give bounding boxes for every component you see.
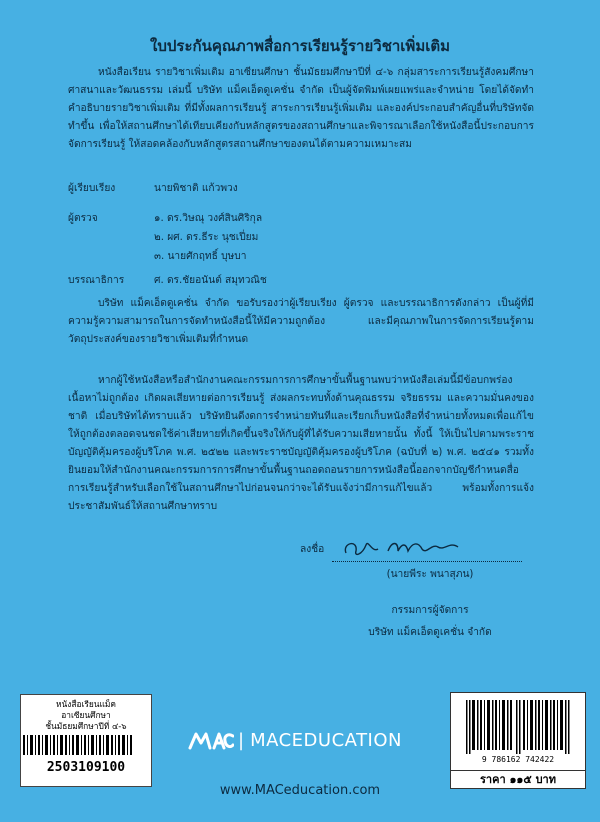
isbn-box — [450, 692, 586, 789]
brand-name: MACEDUCATION — [250, 730, 403, 751]
reviewer-label: ผู้ตรวจ — [68, 213, 98, 224]
product-code: 2503109100 — [46, 760, 126, 775]
isbn-barcode-icon — [460, 700, 576, 754]
reviewer-list — [154, 210, 262, 267]
certification-paragraph: บริษัท แม็คเอ็ดดูเคชั่น จำกัด ขอรับรองว่าผู้เรียบเรียง ผู้ตรวจ และบรรณาธิการดังกล่าว เป็นผู้ที่มีความรู้ความสามารถในการจัดทำหนังสือนี้ให้มีความถูกต้อง และมีคุณภาพในการจัดการเรียนรู้ตามวัตถุประสงค์ของรายวิชาเพิ่มเติมที่กำหนด — [68, 298, 534, 345]
price-tag: ราคา ๑๑๕ บาท — [451, 770, 585, 788]
signer-name: (นายพีระ พนาสุภน) — [386, 569, 474, 580]
reviewer-2: ๒. ผศ. ดร.ธีระ นุชเปี่ยม — [154, 232, 259, 243]
reviewer-row — [68, 210, 262, 267]
author-row — [68, 180, 238, 196]
reviewer-3: ๓. นายศักฤทธิ์ บุษบา — [154, 251, 247, 262]
liability-paragraph: หากผู้ใช้หนังสือหรือสำนักงานคณะกรรมการการศึกษาขั้นพื้นฐานพบว่าหนังสือเล่มนี้มีข้อบกพร่อง เนื้อหาไม่ถูกต้อง เกิดผลเสียหายต่อการเรียนรู้ ส่งผลกระทบทั้งด้านคุณธรรม จริยธรรม และความมั่นคงของชาติ เมื่อบริษัทได้ทราบแล้ว บริษัทยินดีงดการจำหน่ายทันทีและเรียกเก็บหนังสือที่จำหน่ายทั้งหมดเพื่อแก้ไขให้ถูกต้องตลอดจนชดใช้ค่าเสียหายที่เกิดขึ้นจริงให้กับผู้ที่ได้รับความเสียหายนั้น ทั้งนี้ ให้เป็นไปตามพระราชบัญญัติคุ้มครองผู้บริโภค พ.ศ. ๒๕๒๒ และพระราชบัญญัติคุ้มครองผู้บริโภค (ฉบับที่ ๒) พ.ศ. ๒๕๔๑ รวมทั้งยินยอมให้สำนักงานคณะกรรมการการศึกษาขั้นพื้นฐานถอดถอนรายการหนังสือนี้ออกจากบัญชีกำหนดสื่อการเรียนรู้สำหรับเลือกใช้ในสถานศึกษาไปก่อนจนกว่าจะได้รับแจ้งว่ามีการแก้ไขแล้ว พร้อมทั้งการแจ้งประชาสัมพันธ์ให้สถานศึกษาทราบ — [68, 375, 534, 512]
author-label: ผู้เรียบเรียง — [68, 183, 116, 194]
brand-url: www.MACeducation.com — [219, 783, 381, 798]
signer-position: กรรมการผู้จัดการ — [391, 605, 469, 616]
sign-label: ลงชื่อ — [300, 543, 325, 555]
author-name: นายพิชาติ แก้วพวง — [154, 183, 238, 194]
signer-company: บริษัท แม็คเอ็ดดูเคชั่น จำกัด — [368, 627, 492, 638]
brand-logo — [188, 730, 402, 751]
page-title: ใบประกันคุณภาพสื่อการเรียนรู้รายวิชาเพิ่มเติม — [150, 37, 450, 55]
signature-block — [300, 535, 560, 640]
label-line-2: อาเซียนศึกษา — [61, 710, 111, 720]
editor-name: ศ. ดร.ชัยอนันต์ สมุทวณิช — [154, 275, 267, 286]
product-barcode-icon — [21, 735, 135, 755]
label-line-1: หนังสือเรียนแม็ค — [56, 699, 116, 709]
mac-logo-icon — [188, 732, 234, 750]
label-line-3: ชั้นมัธยมศึกษาปีที่ ๔-๖ — [45, 721, 127, 731]
signature-scribble-icon — [332, 535, 522, 561]
intro-paragraph: หนังสือเรียน รายวิชาเพิ่มเติม อาเซียนศึกษา ชั้นมัธยมศึกษาปีที่ ๔-๖ กลุ่มสาระการเรียนรู้สังคมศึกษา ศาสนาและวัฒนธรรม เล่มนี้ บริษัท แม็คเอ็ดดูเคชั่น จำกัด เป็นผู้จัดพิมพ์เผยแพร่และจำหน่าย โดยได้จัดทำคำอธิบายรายวิชาเพิ่มเติม ที่มีทั้งผลการเรียนรู้ สาระการเรียนรู้เพิ่มเติม และองค์ประกอบสำคัญอื่นที่บริษัทจัดทำขึ้น เพื่อให้สถานศึกษาได้เทียบเคียงกับหลักสูตรของสถานศึกษาและพิจารณาเลือกใช้หนังสือนี้ประกอบการจัดการเรียนรู้ ให้สอดคล้องกับหลักสูตรสถานศึกษาของตนได้ตามความเหมาะสม — [68, 67, 534, 150]
handwritten-signature — [332, 535, 522, 562]
isbn-number: 9 786162 742422 — [481, 755, 555, 764]
reviewer-1: ๑. ดร.วิษณุ วงศ์สินศิริกุล — [154, 213, 263, 224]
editor-row — [68, 272, 267, 288]
product-label — [20, 694, 152, 787]
editor-label: บรรณาธิการ — [68, 275, 125, 286]
brand-divider: | — [238, 730, 245, 751]
